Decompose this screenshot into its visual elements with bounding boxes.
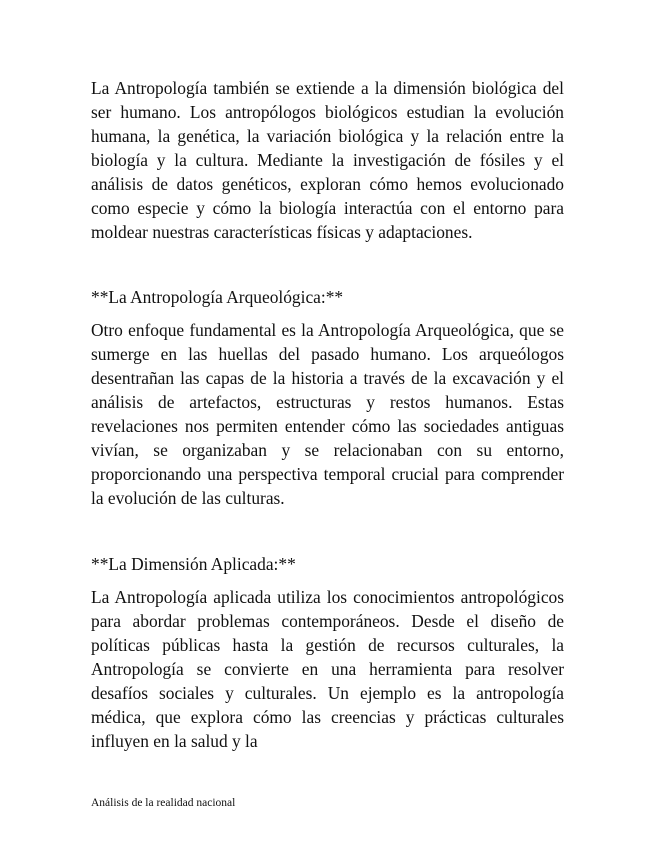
- heading-archaeological-anthropology: **La Antropología Arqueológica:**: [91, 287, 344, 307]
- heading-applied-dimension: **La Dimensión Aplicada:**: [91, 554, 296, 574]
- paragraph-biological-anthropology: La Antropología también se extiende a la dimensión biológica del ser humano. Los antropólogos biológicos estudian la evolución humana, la genética, la variación biológica y la relación entre la biología y la cultura. Mediante la investigación de fósiles y el análisis de datos genéticos, exploran cómo hemos evolucionado como especie y cómo la biología interactúa con el entorno para moldear nuestras características físicas y adaptaciones.: [91, 78, 564, 242]
- paragraph-applied-anthropology: La Antropología aplicada utiliza los conocimientos antropológicos para abordar problemas contemporáneos. Desde el diseño de políticas públicas hasta la gestión de recursos culturales, la Antropología se convierte en una herramienta para resolver desafíos sociales y culturales. Un ejemplo es la antropología médica, que explora cómo las creencias y prácticas culturales influyen en la salud y la: [91, 587, 564, 751]
- page-body: [91, 76, 564, 753]
- page-footer: Análisis de la realidad nacional: [91, 797, 236, 809]
- paragraph-archaeological-anthropology: Otro enfoque fundamental es la Antropología Arqueológica, que se sumerge en las huellas del pasado humano. Los arqueólogos desentrañan las capas de la historia a través de la excavación y el análisis de artefactos, estructuras y restos humanos. Estas revelaciones nos permiten entender cómo las sociedades antiguas vivían, se organizaban y se relacionaban con su entorno, proporcionando una perspectiva temporal crucial para comprender la evolución de las culturas.: [91, 320, 564, 508]
